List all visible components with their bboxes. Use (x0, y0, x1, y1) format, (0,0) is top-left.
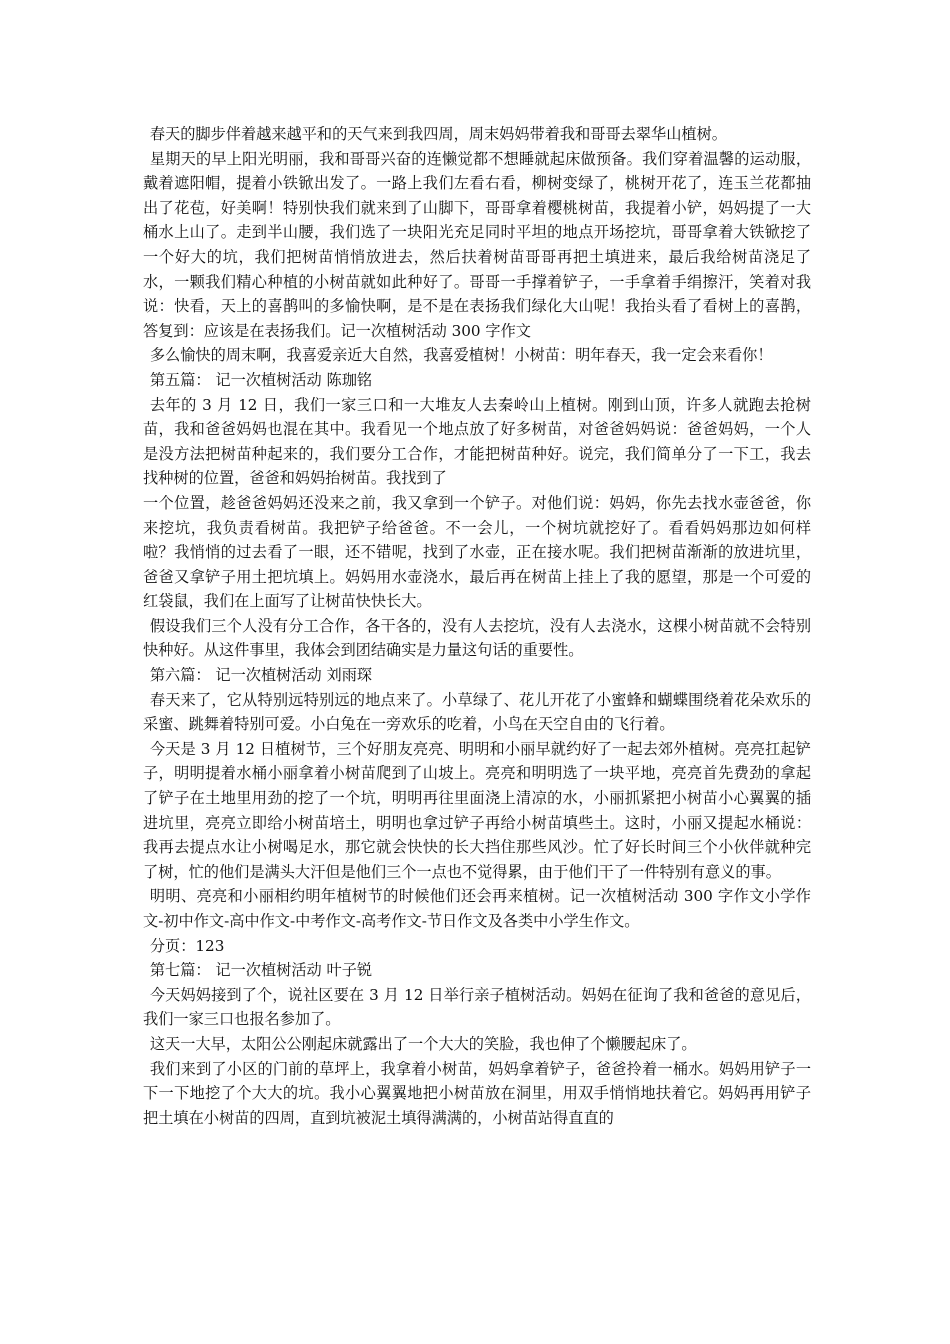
paragraph-intro: 春天的脚步伴着越来越平和的天气来到我四周，周末妈妈带着我和哥哥去翠华山植树。 (149, 125, 727, 143)
paragraph-essay5-part2: 一个位置，趁爸爸妈妈还没来之前，我又拿到一个铲子。对他们说：妈妈，你先去找水壶爸爸，你来挖坑，我负责看树苗。我把铲子给爸爸。不一会儿，一个树坑就挖好了。看看妈妈那边如何样啦？我悄悄的过去看了一眼，还不错呢，找到了水壶，正在接水呢。我们把树苗渐渐的放进坑里，爸爸又拿铲子用土把坑填上。妈妈用水壶浇水，最后再在树苗上挂上了我的愿望，那是一个可爱的红袋鼠，我们在上面写了让树苗快快长大。 (143, 493, 811, 611)
paragraph-essay5-reflection: 假设我们三个人没有分工合作，各干各的，没有人去挖坑，没有人去浇水，这棵小树苗就不会特别快种好。从这件事里，我体会到团结确实是力量这句话的重要性。 (143, 616, 811, 660)
essay-heading-7: 第七篇： 记一次植树活动 叶子锐 (149, 961, 373, 980)
paragraph-essay6-spring: 春天来了，它从特别远特别远的地点来了。小草绿了、花儿开花了小蜜蜂和蝴蝶围绕着花朵欢乐的采蜜、跳舞着特别可爱。小白兔在一旁欢乐的吃着，小鸟在天空自由的飞行着。 (143, 690, 811, 734)
essay-heading-6: 第六篇： 记一次植树活动 刘雨琛 (149, 666, 373, 685)
document-body (143, 122, 811, 1130)
paragraph-conclusion: 多么愉快的周末啊，我喜爱亲近大自然，我喜爱植树！小树苗：明年春天，我一定会来看你！ (149, 346, 773, 365)
paragraph-essay7-planting: 我们来到了小区的门前的草坪上，我拿着小树苗，妈妈拿着铲子，爸爸拎着一桶水。妈妈用铲子一下一下地挖了个大大的坑。我小心翼翼地把小树苗放在洞里，用双手悄悄地扶着它。妈妈再用铲子把土填在小树苗的四周，直到坑被泥土填得满满的，小树苗站得直直的 (143, 1059, 811, 1127)
pagination-text: 分页：123 (149, 936, 225, 955)
paragraph-essay5-part1: 去年的 3 月 12 日，我们一家三口和一大堆友人去秦岭山上植树。刚到山顶，许多人就跑去抢树苗，我和爸爸妈妈也混在其中。我看见一个地点放了好多树苗，对爸爸妈妈说：爸爸妈妈，一个人是没方法把树苗种起来的，我们要分工合作，才能把树苗种好。说完，我们简单分了一下工，我去找种树的位置，爸爸和妈妈抬树苗。我找到了 (143, 395, 811, 488)
paragraph-planting-story: 星期天的早上阳光明丽，我和哥哥兴奋的连懒觉都不想睡就起床做预备。我们穿着温馨的运动服，戴着遮阳帽，提着小铁锨出发了。一路上我们左看右看，柳树变绿了，桃树开花了，连玉兰花都抽出了花苞，好美啊！特别快我们就来到了山脚下，哥哥拿着樱桃树苗，我提着小铲，妈妈提了一大桶水上山了。走到半山腰，我们选了一块阳光充足同时平坦的地点开场挖坑，哥哥拿着大铁锨挖了一个好大的坑，我们把树苗悄悄放进去，然后扶着树苗哥哥再把土填进来，最后我给树苗浇足了水，一颗我们精心种植的小树苗就如此种好了。哥哥一手撑着铲子，一手拿着手绢擦汗，笑着对我说：快看，天上的喜鹊叫的多愉快啊，是不是在表扬我们绿化大山呢！我抬头看了看树上的喜鹊，答复到：应该是在表扬我们。记一次植树活动 300 字作文 (143, 149, 811, 340)
paragraph-essay6-ending: 明明、亮亮和小丽相约明年植树节的时候他们还会再来植树。记一次植树活动 300 字作文小学作文-初中作文-高中作文-中考作文-高考作文-节日作文及各类中小学生作文。 (143, 887, 811, 930)
paragraph-essay6-planting: 今天是 3 月 12 日植树节，三个好朋友亮亮、明明和小丽早就约好了一起去郊外植树。亮亮扛起铲子，明明提着水桶小丽拿着小树苗爬到了山坡上。亮亮和明明选了一块平地，亮亮首先费劲的拿起了铲子在土地里用劲的挖了一个坑，明明再往里面浇上清凉的水，小丽抓紧把小树苗小心翼翼的插进坑里，亮亮立即给小树苗培土，明明也拿过铲子再给小树苗填些土。这时，小丽又提起水桶说：我再去提点水让小树喝足水，那它就会快快的长大挡住那些风沙。忙了好长时间三个小伙伴就种完了树，忙的他们是满头大汗但是他们三个一点也不觉得累，由于他们干了一件特别有意义的事。 (143, 739, 811, 881)
essay-heading-5: 第五篇： 记一次植树活动 陈珈铭 (149, 370, 373, 389)
paragraph-essay7-intro: 今天妈妈接到了个，说社区要在 3 月 12 日举行亲子植树活动。妈妈在征询了我和爸爸的意见后，我们一家三口也报名参加了。 (143, 985, 811, 1029)
paragraph-essay7-morning: 这天一大早，太阳公公刚起床就露出了一个大大的笑脸，我也伸了个懒腰起床了。 (149, 1034, 697, 1053)
